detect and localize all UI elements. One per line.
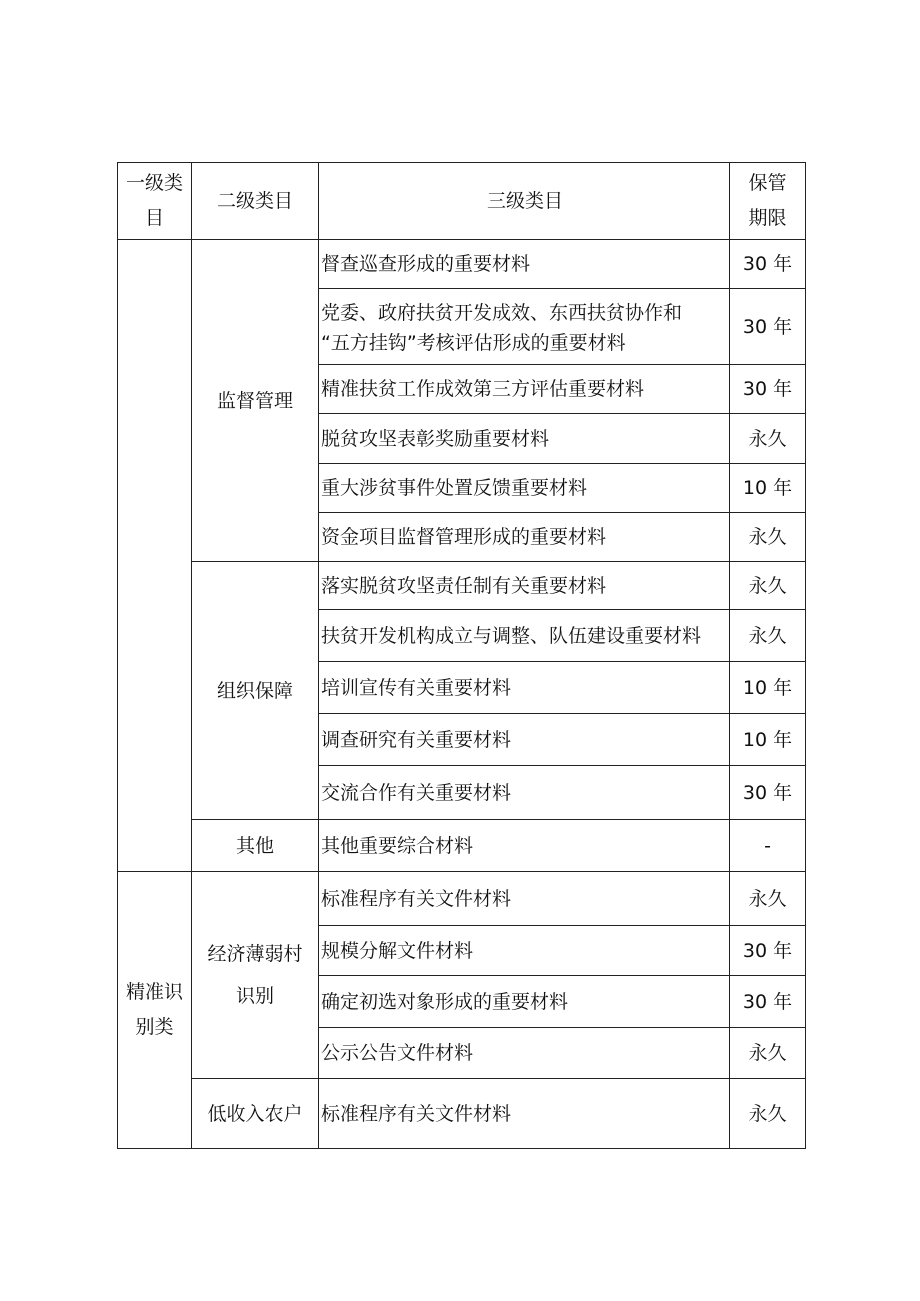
level2-cell: [192, 872, 319, 1079]
header-level1-line2: 目: [144, 207, 164, 229]
item-cell: 资金项目监督管理形成的重要材料: [319, 513, 730, 562]
table-row: [118, 240, 806, 289]
header-retention-line1: 保管: [748, 172, 787, 194]
table-header-row: [118, 163, 806, 240]
header-level1-line1: 一级类: [125, 172, 183, 194]
retention-cell: -: [730, 820, 806, 872]
item-cell: 脱贫攻坚表彰奖励重要材料: [319, 414, 730, 464]
retention-cell: 30 年: [730, 766, 806, 820]
item-cell: [319, 289, 730, 365]
item-cell: 督查巡查形成的重要材料: [319, 240, 730, 289]
level2-cell: 监督管理: [192, 240, 319, 562]
header-retention: [730, 163, 806, 240]
retention-cell: 永久: [730, 1079, 806, 1149]
item-cell: 其他重要综合材料: [319, 820, 730, 872]
archive-retention-table: [117, 162, 806, 1149]
item-cell: 落实脱贫攻坚责任制有关重要材料: [319, 562, 730, 610]
header-level1: [118, 163, 192, 240]
retention-cell: 永久: [730, 513, 806, 562]
item-cell: 公示公告文件材料: [319, 1028, 730, 1079]
item-cell: 确定初选对象形成的重要材料: [319, 976, 730, 1028]
level2-cell: 其他: [192, 820, 319, 872]
level1-cell: [118, 872, 192, 1149]
table-row: [118, 1079, 806, 1149]
item-cell: 交流合作有关重要材料: [319, 766, 730, 820]
table-row: [118, 820, 806, 872]
level2-cell: 低收入农户: [192, 1079, 319, 1149]
level1-cell: [118, 240, 192, 872]
retention-cell: 30 年: [730, 976, 806, 1028]
header-level3: 三级类目: [319, 163, 730, 240]
level1-line2: 别类: [135, 1016, 174, 1038]
retention-cell: 永久: [730, 1028, 806, 1079]
item-cell: 规模分解文件材料: [319, 926, 730, 976]
item-line1: 党委、政府扶贫开发成效、东西扶贫协作和: [321, 301, 683, 324]
item-cell: 标准程序有关文件材料: [319, 1079, 730, 1149]
retention-cell: 永久: [730, 610, 806, 662]
item-cell: 扶贫开发机构成立与调整、队伍建设重要材料: [319, 610, 730, 662]
retention-cell: 10 年: [730, 662, 806, 714]
header-retention-line2: 期限: [748, 207, 787, 229]
level2-line2: 识别: [235, 985, 274, 1007]
retention-cell: 30 年: [730, 365, 806, 414]
retention-cell: 10 年: [730, 464, 806, 513]
retention-cell: 永久: [730, 872, 806, 926]
retention-cell: 永久: [730, 562, 806, 610]
item-cell: 精准扶贫工作成效第三方评估重要材料: [319, 365, 730, 414]
item-cell: 标准程序有关文件材料: [319, 872, 730, 926]
item-line2: “五方挂钩”考核评估形成的重要材料: [321, 331, 626, 354]
item-cell: 调查研究有关重要材料: [319, 714, 730, 766]
retention-cell: 30 年: [730, 240, 806, 289]
level1-line1: 精准识: [125, 981, 183, 1003]
retention-cell: 永久: [730, 414, 806, 464]
retention-cell: 30 年: [730, 289, 806, 365]
item-cell: 培训宣传有关重要材料: [319, 662, 730, 714]
retention-cell: 30 年: [730, 926, 806, 976]
item-cell: 重大涉贫事件处置反馈重要材料: [319, 464, 730, 513]
table-row: [118, 872, 806, 926]
header-level2: 二级类目: [192, 163, 319, 240]
table-row: [118, 562, 806, 610]
retention-cell: 10 年: [730, 714, 806, 766]
level2-cell: 组织保障: [192, 562, 319, 820]
level2-line1: 经济薄弱村: [207, 943, 303, 965]
